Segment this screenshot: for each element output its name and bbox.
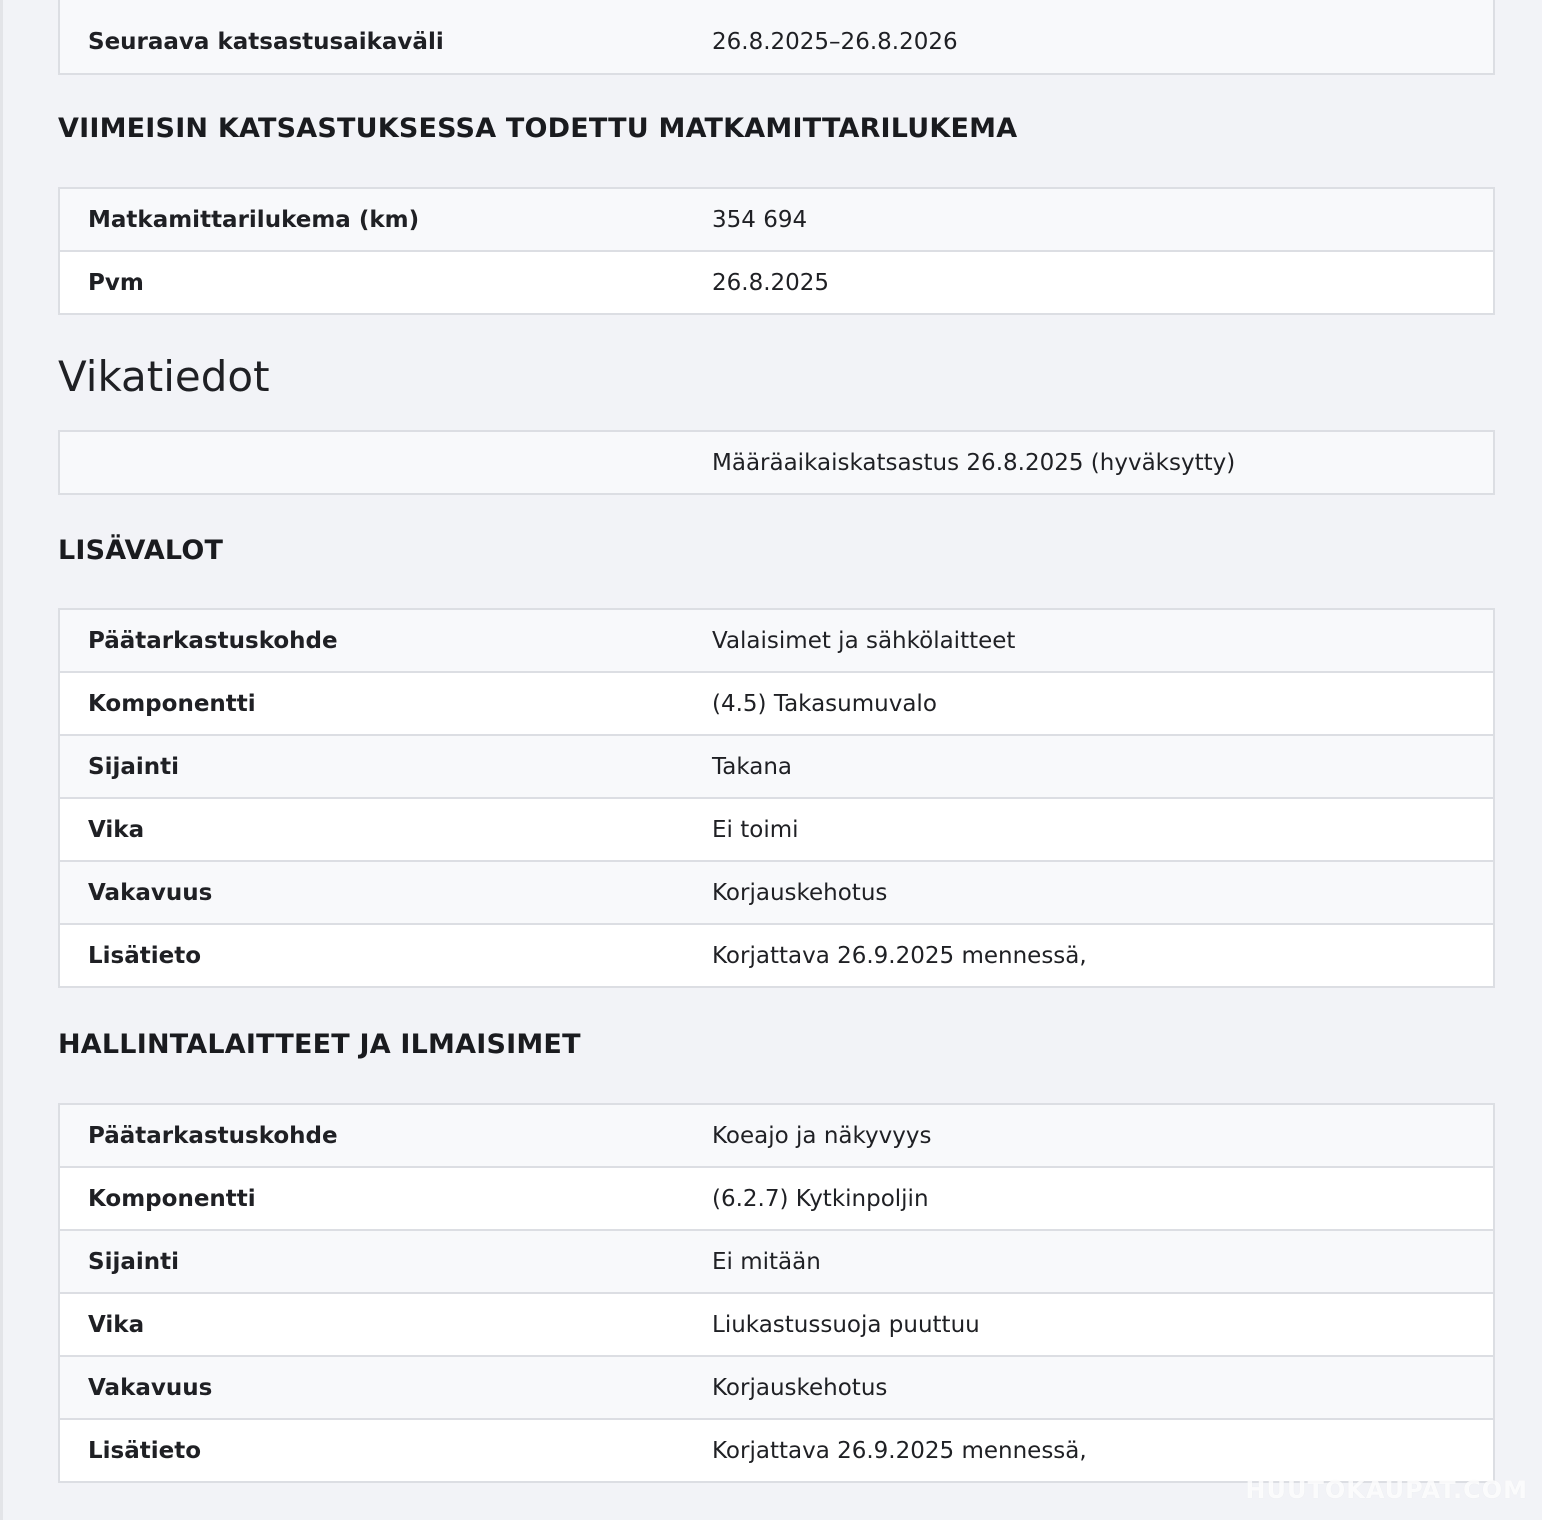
row-value: Valaisimet ja sähkölaitteet xyxy=(684,609,1494,672)
row-value: 26.8.2025 xyxy=(684,251,1494,314)
table-row xyxy=(59,0,1494,74)
row-value: Korjauskehotus xyxy=(684,1356,1494,1419)
hallinta-section-title: HALLINTALAITTEET JA ILMAISIMET xyxy=(58,1029,581,1060)
row-key: Seuraava katsastusaikaväli xyxy=(59,0,684,74)
row-key: Komponentti xyxy=(59,1167,684,1230)
table-row xyxy=(59,609,1494,672)
row-value: Korjattava 26.9.2025 mennessä, xyxy=(684,1419,1494,1482)
row-key: Matkamittarilukema (km) xyxy=(59,188,684,251)
row-key xyxy=(59,431,684,494)
table-row xyxy=(59,735,1494,798)
row-key: Sijainti xyxy=(59,735,684,798)
table-row xyxy=(59,188,1494,251)
row-value: (6.2.7) Kytkinpoljin xyxy=(684,1167,1494,1230)
table-row xyxy=(59,251,1494,314)
table-row xyxy=(59,1293,1494,1356)
lisavalot-table xyxy=(58,608,1495,988)
row-key: Vakavuus xyxy=(59,1356,684,1419)
table-row xyxy=(59,431,1494,494)
row-key: Päätarkastuskohde xyxy=(59,609,684,672)
lisavalot-section-title: LISÄVALOT xyxy=(58,535,224,566)
table-row xyxy=(59,924,1494,987)
table-row xyxy=(59,672,1494,735)
odometer-table xyxy=(58,187,1495,315)
table-row xyxy=(59,1419,1494,1482)
row-key: Lisätieto xyxy=(59,1419,684,1482)
inspection-interval-table xyxy=(58,0,1495,75)
row-value: (4.5) Takasumuvalo xyxy=(684,672,1494,735)
watermark-logo: HUUTOKAUPAT.COM xyxy=(1245,1476,1528,1504)
row-key: Vika xyxy=(59,1293,684,1356)
row-value: Korjattava 26.9.2025 mennessä, xyxy=(684,924,1494,987)
row-key: Vika xyxy=(59,798,684,861)
row-key: Päätarkastuskohde xyxy=(59,1104,684,1167)
row-value: Ei toimi xyxy=(684,798,1494,861)
row-key: Pvm xyxy=(59,251,684,314)
row-value: Määräaikaiskatsastus 26.8.2025 (hyväksytty) xyxy=(684,431,1494,494)
row-value: 26.8.2025–26.8.2026 xyxy=(684,0,1494,74)
row-value: Ei mitään xyxy=(684,1230,1494,1293)
hallinta-table xyxy=(58,1103,1495,1483)
row-value: Takana xyxy=(684,735,1494,798)
row-key: Vakavuus xyxy=(59,861,684,924)
table-row xyxy=(59,1356,1494,1419)
table-row xyxy=(59,861,1494,924)
row-key: Lisätieto xyxy=(59,924,684,987)
table-row xyxy=(59,1104,1494,1167)
row-value: Korjauskehotus xyxy=(684,861,1494,924)
left-border xyxy=(0,0,3,1520)
row-value: Koeajo ja näkyvyys xyxy=(684,1104,1494,1167)
row-value: 354 694 xyxy=(684,188,1494,251)
odometer-section-title: VIIMEISIN KATSASTUKSESSA TODETTU MATKAMITTARILUKEMA xyxy=(58,113,1018,144)
faults-summary-table xyxy=(58,430,1495,495)
table-row xyxy=(59,1167,1494,1230)
faults-heading: Vikatiedot xyxy=(58,352,270,401)
table-row xyxy=(59,1230,1494,1293)
row-value: Liukastussuoja puuttuu xyxy=(684,1293,1494,1356)
row-key: Komponentti xyxy=(59,672,684,735)
table-row xyxy=(59,798,1494,861)
row-key: Sijainti xyxy=(59,1230,684,1293)
